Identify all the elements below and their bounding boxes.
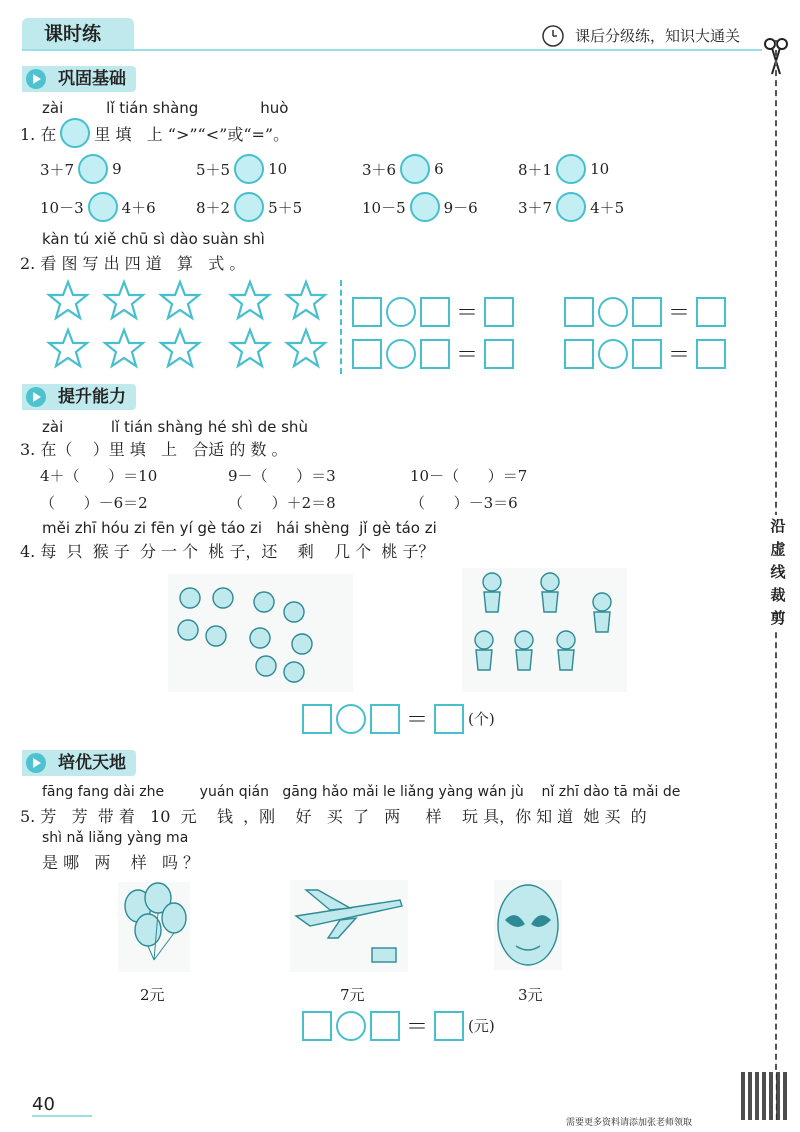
unit-label: (个) bbox=[468, 710, 495, 728]
answer-circle[interactable] bbox=[88, 192, 118, 222]
q1-item: 8＋2 5＋5 bbox=[196, 192, 302, 222]
peach-icon bbox=[284, 662, 304, 682]
qr-code-icon bbox=[741, 1072, 789, 1120]
q1-pinyin: zài lǐ tián shàng huò bbox=[42, 99, 289, 117]
answer-circle[interactable] bbox=[410, 192, 440, 222]
q4-pinyin: měi zhī hóu zi fēn yí gè táo zi hái shèng jǐ gè táo zi bbox=[42, 519, 437, 537]
answer-box[interactable] bbox=[696, 339, 726, 369]
balloons-picture bbox=[118, 882, 190, 972]
peach-icon bbox=[206, 626, 226, 646]
price-label: 7元 bbox=[340, 986, 365, 1004]
q4-prompt: 4. 每 只 猴 子 分 一 个 桃 子，还 剩 几 个 桃 子？ bbox=[20, 542, 435, 561]
peach-icon bbox=[180, 588, 200, 608]
answer-box[interactable] bbox=[370, 1011, 400, 1041]
q3-item[interactable]: （ ）＋2＝8 bbox=[228, 494, 336, 512]
answer-circle-sample bbox=[60, 118, 90, 148]
answer-box[interactable] bbox=[564, 339, 594, 369]
answer-box[interactable] bbox=[434, 704, 464, 734]
answer-box[interactable] bbox=[420, 339, 450, 369]
answer-circle[interactable] bbox=[400, 154, 430, 184]
answer-circle[interactable] bbox=[556, 192, 586, 222]
section-heading-advanced: 培优天地 bbox=[22, 750, 136, 776]
q3-item[interactable]: （ ）－3＝6 bbox=[410, 494, 518, 512]
equation-blank: ＝ bbox=[352, 296, 514, 327]
peach-icon bbox=[284, 602, 304, 622]
peach-icon bbox=[256, 656, 276, 676]
star-icon bbox=[49, 282, 87, 318]
q3-item[interactable]: 10－（ ）＝7 bbox=[410, 467, 528, 485]
star-icon bbox=[49, 330, 87, 366]
price-label: 3元 bbox=[518, 986, 543, 1004]
section-heading-improve: 提升能力 bbox=[22, 384, 136, 410]
play-arrow-icon bbox=[26, 69, 46, 89]
q5-pinyin-line2: shì nǎ liǎng yàng ma bbox=[42, 830, 189, 846]
q1-item: 5＋5 10 bbox=[196, 154, 287, 184]
peach-icon bbox=[250, 628, 270, 648]
operator-circle[interactable] bbox=[598, 297, 628, 327]
star-icon bbox=[105, 330, 143, 366]
q2-prompt: 2. 看 图 写 出 四 道 算 式 。 bbox=[20, 254, 246, 273]
star-icon bbox=[231, 330, 269, 366]
star-icon bbox=[161, 282, 199, 318]
equation-blank: ＝ bbox=[564, 338, 726, 369]
operator-circle[interactable] bbox=[598, 339, 628, 369]
operator-circle[interactable] bbox=[386, 339, 416, 369]
q5-prompt-line1: 5. 芳 芳 带 着 10 元 钱 ，刚 好 买 了 两 样 玩 具，你 知 道 她 买 的 bbox=[20, 807, 647, 826]
peach-icon bbox=[213, 588, 233, 608]
header-divider bbox=[22, 49, 762, 51]
q1-item: 10－3 4＋6 bbox=[40, 192, 156, 222]
answer-box[interactable] bbox=[434, 1011, 464, 1041]
monkey-icon bbox=[515, 631, 533, 670]
peach-icon bbox=[292, 634, 312, 654]
operator-circle[interactable] bbox=[386, 297, 416, 327]
q1-item: 3＋7 9 bbox=[40, 154, 122, 184]
star-icon bbox=[161, 330, 199, 366]
star-icon bbox=[287, 282, 325, 318]
monkey-icon bbox=[557, 631, 575, 670]
airplane-picture bbox=[290, 880, 408, 972]
opera-mask-picture bbox=[494, 880, 562, 970]
answer-box[interactable] bbox=[696, 297, 726, 327]
play-arrow-icon bbox=[26, 753, 46, 773]
q1-item: 10－5 9－6 bbox=[362, 192, 478, 222]
monkeys-picture bbox=[462, 568, 627, 692]
play-arrow-icon bbox=[26, 387, 46, 407]
equation-blank: ＝ bbox=[352, 338, 514, 369]
answer-box[interactable] bbox=[370, 704, 400, 734]
monkey-icon bbox=[475, 631, 493, 670]
answer-box[interactable] bbox=[632, 297, 662, 327]
q1-item: 8＋1 10 bbox=[518, 154, 609, 184]
q3-item[interactable]: 4＋（ ）＝10 bbox=[40, 467, 158, 485]
answer-box[interactable] bbox=[302, 704, 332, 734]
answer-box[interactable] bbox=[564, 297, 594, 327]
peach-icon bbox=[254, 592, 274, 612]
q3-prompt: 3. 在（ ）里 填 上 合适 的 数 。 bbox=[20, 440, 288, 459]
q5-pinyin-line1: fāng fang dài zhe yuán qián gāng hǎo mǎi le liǎng yàng wán jù nǐ zhī dào tā mǎi de bbox=[42, 784, 681, 800]
star-icon bbox=[231, 282, 269, 318]
answer-circle[interactable] bbox=[234, 192, 264, 222]
answer-circle[interactable] bbox=[234, 154, 264, 184]
star-picture bbox=[40, 278, 340, 374]
q3-item[interactable]: 9－（ ）＝3 bbox=[228, 467, 336, 485]
answer-box[interactable] bbox=[484, 339, 514, 369]
answer-box[interactable] bbox=[420, 297, 450, 327]
q5-equation: ＝ (元) bbox=[302, 1010, 495, 1041]
q5-prompt-line2: 是 哪 两 样 吗 ？ bbox=[42, 853, 200, 872]
monkey-icon bbox=[483, 573, 501, 612]
q1-item: 3＋7 4＋5 bbox=[518, 192, 624, 222]
price-label: 2元 bbox=[140, 986, 165, 1004]
peach-icon bbox=[178, 620, 198, 640]
q4-equation: ＝ (个) bbox=[302, 703, 495, 734]
answer-box[interactable] bbox=[352, 339, 382, 369]
answer-box[interactable] bbox=[352, 297, 382, 327]
peaches-picture bbox=[168, 574, 353, 692]
monkey-icon bbox=[593, 593, 611, 632]
answer-circle[interactable] bbox=[78, 154, 108, 184]
footer-note: 需要更多资料请添加张老师领取 bbox=[566, 1118, 693, 1128]
unit-label: (元) bbox=[468, 1017, 495, 1035]
monkey-icon bbox=[541, 573, 559, 612]
page-number: 40 bbox=[32, 1094, 92, 1117]
header-tab: 课时练 bbox=[22, 18, 134, 50]
answer-box[interactable] bbox=[484, 297, 514, 327]
section-heading-basic: 巩固基础 bbox=[22, 66, 136, 92]
operator-circle[interactable] bbox=[336, 1011, 366, 1041]
operator-circle[interactable] bbox=[336, 704, 366, 734]
answer-circle[interactable] bbox=[556, 154, 586, 184]
q1-prompt: 1. 在 里 填 上 “>”“<”或“=”。 bbox=[20, 118, 289, 148]
divider-dashed bbox=[340, 280, 342, 374]
equation-blank: ＝ bbox=[564, 296, 726, 327]
q1-item: 3＋6 6 bbox=[362, 154, 444, 184]
cut-instruction: 沿 虚 线 裁 剪 bbox=[768, 515, 788, 630]
header-slogan: 课后分级练，知识大通关 bbox=[575, 27, 741, 45]
q3-pinyin: zài lǐ tián shàng hé shì de shù bbox=[42, 418, 308, 436]
star-icon bbox=[105, 282, 143, 318]
alarm-clock-icon bbox=[540, 22, 566, 48]
answer-box[interactable] bbox=[302, 1011, 332, 1041]
q3-item[interactable]: （ ）－6＝2 bbox=[40, 494, 148, 512]
q2-pinyin: kàn tú xiě chū sì dào suàn shì bbox=[42, 230, 265, 248]
star-icon bbox=[287, 330, 325, 366]
answer-box[interactable] bbox=[632, 339, 662, 369]
